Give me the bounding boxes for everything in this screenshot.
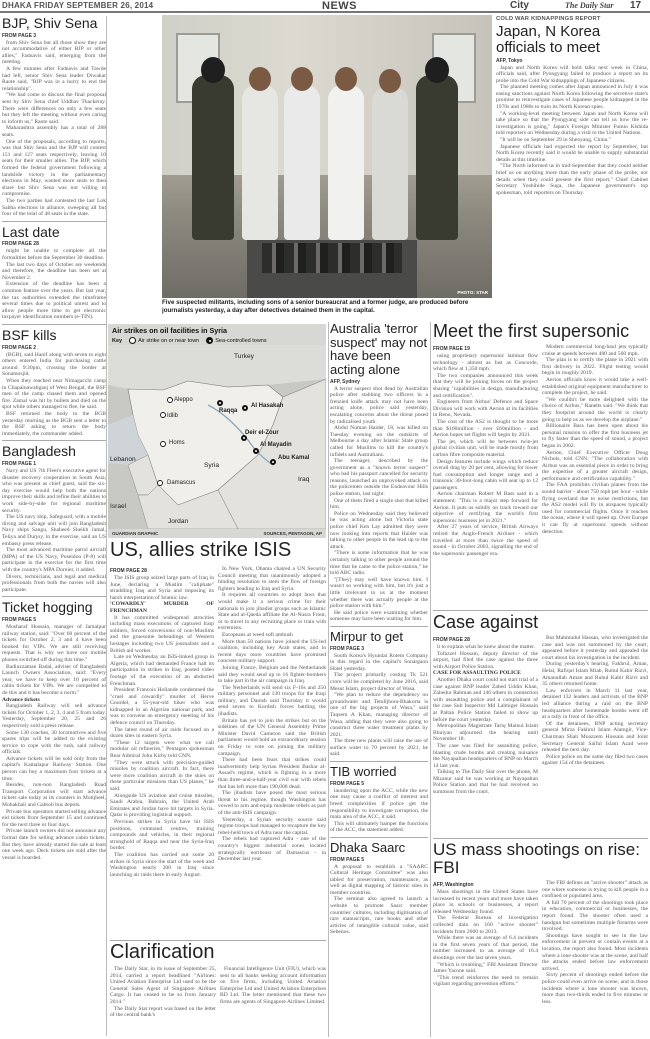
case-para: Of the detainees, BNP acting secretary general Mirza Fakhrul Islam Alamgir, Vice-Chairman Shah Moazzem Hossain and Joint Secretary General Saiful Islam Azad were released the next day. bbox=[542, 720, 648, 754]
japan-kicker: COLD WAR KIDNAPPINGS REPORT bbox=[496, 16, 601, 22]
supersonic-para: Aerion chairman Robert M Bass said in a statement: "This is a major step forward for Aerion. It puts us solidly on track toward our objective of certifying the world's first supersonic business jet in 2021." bbox=[433, 491, 538, 524]
ticket-article bbox=[2, 600, 106, 861]
middle-column bbox=[330, 322, 428, 1037]
us-allies-col1 bbox=[110, 566, 214, 938]
us-allies-para: Yesterday, a Syrian security source said regime troops had managed to recapture the key rebel-held town of Adra near the capital. bbox=[218, 816, 326, 836]
clarification-headline: Clarification bbox=[110, 942, 215, 963]
supersonic-para: After 27 years of service, British Airways retired the Anglo-French Airliner - which travelled at more than twice the speed of sound - in October 2003, signalling the end of the supersonic passenger era. bbox=[433, 524, 538, 557]
bsf-para: When they reached near Nimagacchi camp in Chapainawabganj of West Bengal, the BSF men of the camp chased them and opened fire. Zamal was hit by bullets and died on the spot while others managed to flee, he said. bbox=[2, 378, 106, 411]
last-date-article bbox=[2, 225, 106, 321]
mirpur-para: The project primarily costing Tk 521 crore will be completed by June 2016, said Mesut Islam, project director of Wasa. bbox=[330, 672, 428, 692]
us-allies-para: The rebels had captured Adra - one of the country's biggest industrial zones located strategically northeast of Damascus - in December last year. bbox=[218, 836, 326, 863]
syria-map bbox=[108, 324, 326, 538]
australia-para: One of them fired a single shot that killed him. bbox=[330, 497, 428, 511]
shootings-para: Mass shootings in the United States have increased in recent years and more have taken place in schools or businesses, a report released Wednesday found. bbox=[433, 889, 538, 915]
bjp-para: A few minutes after Fadnavis and Tawde had left, senior Shiv Sena leader Diwakar Raote said, "BJP was in a hurry to end the relationship". bbox=[2, 66, 106, 92]
shootings-col2 bbox=[542, 880, 648, 1037]
mirpur-headline: Mirpur to get bbox=[330, 628, 403, 644]
militants-photo bbox=[162, 15, 492, 298]
us-allies-para: Late on Wednesday an ISIS-linked group in Algeria, which had demanded France halt its participation in strikes in Iraq, posted video footage of the execution of an abducted Frenchman. bbox=[110, 654, 214, 687]
japan-para: Japan and North Korea will hold talks next week in China, officials said, after Pyongyang failed to produce a report on its probe into the Cold War kidnappings of Japanese citizens. bbox=[496, 64, 648, 84]
case-dateline: FROM PAGE 28 bbox=[433, 637, 470, 643]
last-date-body bbox=[2, 248, 106, 321]
australia-para: Abdul Numan Haider, 18, was killed on Tuesday evening on the outskirts of Melbourne a day after Islamic State group called for Muslims to kill the country's infidels and Australians. bbox=[330, 425, 428, 458]
ticket-para: Some 130 coaches, 30 locomotives and five spares trips will be added to the existing service to cope with the rush, said railway officials. bbox=[2, 729, 106, 756]
us-allies-para: The coalition has carried out some 20 strikes in Syria since the start of the week and Washington nearly 200 in Iraq since launching air raids there in early August. bbox=[110, 851, 214, 878]
bangladesh-para: Divers, technicians, and legal and medical professionals from both the navies will also participate. bbox=[2, 573, 106, 593]
shootings-para: The Federal Bureau of Investigation collected data on 160 "active shooter" incidents from 2000 to 2013. bbox=[433, 915, 538, 935]
bjp-body bbox=[2, 40, 106, 218]
supersonic-para: "We couldn't be more delighted with the choice of Airbus," Ranetts said. "We think that they footprint around the world is clearly going to help us as we develop the airplane." bbox=[542, 396, 648, 423]
australia-para: The teenager, described by the government as a "known terror suspect" who had his passport cancelled for security reasons, launched an unprovoked attack on the policemen outside the Endeavour Hills police station, last night. bbox=[330, 458, 428, 498]
bjp-article bbox=[2, 16, 106, 218]
australia-article bbox=[330, 322, 428, 623]
case-subhead: CASE FOR ASSAULTING POLICE bbox=[433, 670, 521, 677]
australia-para: "There is some information that he was certainly talking to other people around the time that he came to the police station," he told ABC radio. bbox=[330, 550, 428, 577]
case-para: Tofazzel Hossain, deputy director of the airport, had filed the case against the three with Airport Police Station. bbox=[433, 650, 538, 670]
tib-para: laundering upon the ACC, while the new one may cause a conflict of interest and breed complexities if police get the responsibility to investigate corruption, the main area of the ACC, it said. bbox=[330, 787, 428, 821]
legend-isis-label: Sea-controlled towns bbox=[215, 337, 267, 344]
dhaka-saarc-para: A proposal to establish a "SAARC Cultural Heritage Committee" was also tabled for preservation, maintenance, as well as digital mapping of historic sites in member countries. bbox=[330, 863, 428, 896]
map-label-damascus: Damascus bbox=[167, 480, 196, 486]
us-allies-para: Alongside US aviation and cruise missiles, Saudi Arabia, Bahrain, the United Arab Emirates and Jordan have hit targets in Syria. Qatar is providing logistical support. bbox=[110, 792, 214, 819]
legend-air-label: Air strike on or near town bbox=[138, 337, 200, 344]
mirpur-para: The three new plants will raise the use of surface water to 70 percent by 2021, he said. bbox=[330, 738, 428, 758]
tib-dateline: FROM PAGE 5 bbox=[330, 780, 365, 787]
paper-date: DHAKA FRIDAY SEPTEMBER 26, 2014 bbox=[2, 1, 154, 10]
bjp-para: from Shiv Sena but all those show they are not accommodative of either BJP or other allies," Fadnavis said, emerging from the meeting. bbox=[2, 39, 106, 66]
dhaka-saarc-headline: Dhaka Saarc bbox=[330, 839, 406, 855]
page-number: 17 bbox=[630, 0, 642, 11]
shootings-para: "Which is troubling," FBI Assistant Director James Yacone said. bbox=[433, 961, 538, 975]
last-date-headline: Last date bbox=[2, 223, 60, 240]
australia-para: A terror suspect shot dead by Australian police after stabbing two officers in a frenzied knife attack may not have been acting alone, police said yesterday, escalating concerns about the threat posed by radicalised youth. bbox=[330, 385, 428, 425]
japan-headline: Japan, N Korea officials to meet bbox=[496, 23, 601, 56]
japan-para: "The North informed us in mid-September that they could neither brief us on anything more than the early phase of the probe, nor details when they could present the first report," Chief Cabinet Secretary Yoshihide Suga, the Japanese government's top spokesman, told reporters on Thursday. bbox=[496, 163, 648, 196]
mirpur-article bbox=[330, 630, 428, 758]
supersonic-para: Engineers from Airbus' Defence and Space Division will work with Aerion at its facilities in Reno, Nevada. bbox=[433, 399, 538, 419]
legend-key: Key bbox=[112, 337, 123, 344]
us-allies-para: "They were struck with precision-guided missiles by coalition aircraft. In fact, there were more coalition aircraft in the skies on these particular missions than US planes," he said. bbox=[110, 759, 214, 792]
dhaka-saarc-dateline: FROM PAGE 5 bbox=[330, 856, 365, 863]
photo-caption: Five suspected militants, including sons of a senior bureaucrat and a former judge, are produced before journalists yesterday, a day after detectives detained them in the capital. bbox=[162, 299, 469, 314]
map-sources: SOURCES, PENTAGON, AP bbox=[263, 531, 322, 536]
japan-para: The planned meeting comes after Japan announced in July it was easing sanctions against North Korea following the secretive state's promise to reinvestigate cases of Japanese people kidnapped in the 1970s and 1980s to train its North Korean spies. bbox=[496, 84, 648, 111]
case-headline: Case against bbox=[433, 613, 539, 632]
ticket-para: Badiuzzaman Badal, adviser of Bangladesh Launch Owners Association, said: "Every year, we have to keep over 10 percent of cabin tickets for VIPs. We are compelled to do this and it has become a norm." bbox=[2, 663, 106, 696]
japan-para: Japanese officials had expected the report by September, but North Korea recently said it would be unable to supply substantial details at this timeline. bbox=[496, 143, 648, 163]
us-allies-para: President Francois Hollande condemned the "cruel and cowardly" murder of Herve Gourdel, a 55-year-old hiker who was kidnapped in an Algerian national park, and was to convene an emergency meeting of his defence council on Thursday. bbox=[110, 687, 214, 727]
bsf-body bbox=[2, 352, 106, 438]
bangladesh-dateline: FROM PAGE 1 bbox=[2, 461, 37, 468]
japan-byline: AFP, Tokyo bbox=[496, 57, 523, 64]
australia-para: Police on Wednesday said they believed he was acting alone but Victoria state police chief Ken Lay admitted they were now looking into reports that Haider was talking to other people in the lead up to the attack. bbox=[330, 510, 428, 550]
bjp-para: One of the proposals, according to reports, was that Shiv Sena and the BJP will contest 151 and 127 seats respectively, leaving 10 seats for their smaller allies. The BJP, which formed the federal government following a landslide victory in the parliamentary elections in May, wanted more seats to then share but Shiv Sena was not willing to compromise. bbox=[2, 138, 106, 198]
us-allies-para: More than 50 nations have joined the US-led coalition, including key Arab states, and in recent days more countries have promised concrete military support. bbox=[218, 638, 326, 665]
bsf-dateline: FROM PAGE 2 bbox=[2, 344, 37, 351]
bsf-para: BSF returned the body to the BGB yesterday morning as the BGB sent a letter to the BSF asking to return the body immediately, the commander added. bbox=[2, 410, 106, 437]
bsf-headline: BSF kills bbox=[2, 326, 57, 343]
shootings-headline-wrap bbox=[433, 841, 648, 879]
map-label-abu-kamal: Abu Kamal bbox=[278, 455, 310, 461]
dhaka-saarc-para: The seminar also agreed to launch a website to promote Saarc member countries' cultures, including digitisation of rare manuscripts, rare books and other articles of intangible cultural value, said Sebenos. bbox=[330, 896, 428, 936]
supersonic-para: Design features include wings which reduce overall drag by 20 per cent, allowing for lower fuel consumption and longer range and a transonic 30-foot-long cabin will seat up to 12 passengers. bbox=[433, 458, 538, 491]
ticket-para: Mosharaf Hossain, manager of Jamalpur railway station, said: "Over 60 percent of the tickets for October 2, 3 and 4 have been booked for VIPs. We are still receiving requests. That is why we have our mobile phones switched off during this time." bbox=[2, 624, 106, 663]
bjp-para: "We had come to discuss the final proposal sent by Shiv Sena chief Uddhav Thackeray. There were differences on only a few seats but they left the meeting without even caring to inform us," Raote said. bbox=[2, 92, 106, 125]
supersonic-col2 bbox=[542, 344, 648, 608]
ticket-headline: Ticket hogging bbox=[2, 599, 93, 616]
bangladesh-para: The US navy ship, Safeguard, with a mobile diving and salvage unit will join Bangladesh Navy ships Sangu, Shaheed Sheikh Jamal, Teliya and Durjoy, in the exercise, said an US embassy press release. bbox=[2, 514, 106, 547]
map-label-lebanon: Lebanon bbox=[110, 456, 136, 463]
map-label-raqqa: Raqqa bbox=[219, 408, 238, 414]
japan-para: "A working-level meeting between Japan and North Korea will take place so that the Pyongyang side can tell us how the re-investigation is going," Japan's Foreign Minister Fumio Kishida told reporters on Wednesday during a visit to the United Nations. bbox=[496, 110, 648, 137]
shootings-col1 bbox=[433, 880, 538, 1037]
us-allies-para: There had been fears that strikes could inadvertently help Syrian President Bashar al-Assad's regime, which is fighting in a more than three-and-a-half-year civil war with rebels that has left more than 190,000 dead. bbox=[218, 757, 326, 790]
japan-para: "It will be on September 29 in Shenyang, China." bbox=[500, 137, 611, 144]
us-allies-para: The ISIS group seized large parts of Iraq in June, declaring a Muslim "caliphate" straddling Iraq and Syria and imposing its harsh interpretation of Islamic law. bbox=[110, 575, 214, 601]
air-strike-icon bbox=[129, 337, 136, 344]
map-label-israel: Israel bbox=[110, 503, 127, 510]
shootings-para: Shootings have sought to see in the law enforcement in prevent or contain events at a location, the report also found. Most incidents where a lone shooter was at the scene, and half the attacks ended before law enforcement arrived. bbox=[542, 932, 648, 972]
japan-body bbox=[496, 65, 648, 197]
us-allies-headline-wrap bbox=[110, 540, 326, 568]
bangladesh-article bbox=[2, 444, 106, 593]
bangladesh-body bbox=[2, 468, 106, 593]
case-para: Law enforcers in March 11 last year, detained 132 leaders and activists of the BNP led alliance during a raid on the BNP headquarters after homemade bombs went off at a rally in front of the office. bbox=[542, 687, 648, 721]
australia-para: "[They] may well have known him. I wasn't so working with him, but it's just a little irrelevant to us at the moment whether there was actually people at the police station with him." bbox=[330, 576, 428, 610]
paper-name: The Daily Star bbox=[565, 1, 614, 10]
supersonic-para: Billionaire Bass has been open about his personal mission to offer the first business jet to fly faster than the speed of sound, a project began in 2002. bbox=[542, 423, 648, 449]
map-label-idlib: Idlib bbox=[167, 413, 179, 419]
bangladesh-headline: Bangladesh bbox=[2, 443, 76, 460]
shootings-para: "This trend reinforces the need to remain vigilant regarding prevention efforts." bbox=[433, 974, 538, 988]
section-name: NEWS bbox=[322, 0, 357, 12]
australia-byline: AFP, Sydney bbox=[330, 378, 360, 385]
shootings-para: A full 70 percent of the shootings took place in education, commercial or businesses, the report found. The shooter often used a handgun but sometimes multiple firearms were involved. bbox=[542, 899, 648, 933]
bangladesh-para: The most advanced maritime patrol aircraft (MPA) of the US Navy, Poseidon (P-8) will participate in the exercise for the first time with the country's MPA Dornier, it added. bbox=[2, 547, 106, 573]
shootings-byline: AFP, Washington bbox=[433, 882, 474, 888]
supersonic-headline-wrap bbox=[433, 322, 648, 344]
bsf-para: (BGB), said Hanif along with seven to eight others entered India for purchasing cattle around 9:30pm, crossing the border at Sonamosjid. bbox=[2, 351, 106, 378]
mirpur-para: "We plan to reduce the dependency on groundwater and Tetulljhora-Bhakurta is one of the big projects of Wasa," said Taqsem A Khan, managing director of Wasa, adding that they were also going to construct three water treatment plants by 2021. bbox=[330, 692, 428, 738]
last-date-dateline: FROM PAGE 28 bbox=[2, 241, 39, 248]
shootings-para: Sixty percent of shootings ended before the police could even arrive on scene, and in those incidents where a lone shooter was known, more than two-thirds ended in five minutes or less. bbox=[542, 972, 648, 1005]
mirpur-dateline: FROM PAGE 3 bbox=[330, 645, 365, 652]
left-column bbox=[2, 16, 106, 1036]
supersonic-col1 bbox=[433, 344, 538, 608]
australia-headline: Australia 'terror suspect' may not have been acting alone bbox=[330, 322, 428, 377]
mirpur-para: South Korea's Hyundai Rotem Company in this regard in the capital's Sonargaon Hotel yesterday. bbox=[330, 652, 428, 672]
case-headline-wrap bbox=[433, 613, 648, 635]
us-allies-para: Britain has yet to join the strikes but on the sidelines of the UN General Assembly Prime Minister David Cameron said the British parliament would hold an extraordinary session on Friday to vote on joining the military campaign. bbox=[218, 717, 326, 757]
supersonic-para: Aerion, Chief Executive Officer Doug Nichols, told CNN: "The collaboration with Airbus was an essential piece in order to bring the expertise of a greater aircraft design, performance and certification capability." bbox=[542, 449, 648, 482]
ticket-para: Private launch owners did not announce any formal date for selling advance cabin tickets. But they have already started the sale at least one week ago. Deck tickets are sold after the vessel is boarded. bbox=[2, 828, 106, 861]
supersonic-para: Aerion officials know it would take a well-established original equipment manufacturer to complete the project, he said. bbox=[542, 376, 648, 397]
supersonic-para: The plan is to certify the plane in 2021 with first delivery in 2022. Flight testing would begin in roughly 2019. bbox=[542, 357, 648, 377]
case-para: The case was filed for assaulting police, blasting crude bombs and creating nuisance the Nayapaltan headquarters of BNP on March 14 last year. bbox=[433, 742, 538, 769]
bsf-article bbox=[2, 328, 106, 437]
clarification-para: The Daily Star report was based on the letter of the central bank's bbox=[110, 1005, 216, 1019]
case-para: But Mahmudul Hassan, who investigated the case and was not summoned by the court, appeared before it yesterday and appealed the court about his investigation in the incident. bbox=[542, 635, 648, 661]
us-allies-para: The jihadists have posed the most serious threat to his regime, though Washington has vowed to arm and equip moderate rebels as part of the anti-ISIS campaign. bbox=[218, 790, 326, 816]
map-label-homs: Homs bbox=[169, 440, 185, 446]
us-allies-para: The Netherlands will send six F-16s and 250 military personnel and 130 troops for the Iraqi military, and Danish said Thursday it would send seven to Kurdish forces battling the jihadists. bbox=[218, 684, 326, 718]
us-allies-para: Europeans at weed soft ambush bbox=[222, 631, 293, 638]
us-allies-para: "These 12 targets were what we call modular oil refineries," Pentagon spokesman Rear Admiral John Kirby told CNN. bbox=[110, 739, 214, 760]
bjp-para: Maharashtra assembly has a total of 288 seats. bbox=[2, 125, 106, 138]
supersonic-para: Modern commercial long-haul jets typically cruise at speeds between 480 and 560 mph. bbox=[542, 344, 648, 357]
map-title: Air strikes on oil facilities in Syria bbox=[112, 326, 228, 335]
last-date-para: Extension of the deadline has been a common feature over the years. But last year, the tax authorities extended the timeframe several times due to political unrest and to allow people more time to get electronic taxpayer identification numbers (e-TIN). bbox=[2, 281, 106, 321]
map-label-turkey: Turkey bbox=[234, 353, 254, 360]
photo-credit: PHOTO: STAR bbox=[457, 290, 488, 295]
ticket-body bbox=[2, 624, 106, 861]
supersonic-para: The FAA prohibits civilian planes from the sound barrier - about 750 mph per hour - while flying overland due to noise restrictions, but the AS2 model will fly in airspaces typically used for commercial flights. Once it reaches the ocean, where it will speed up. Over Europe it can fly at supersonic speeds without detection. bbox=[542, 482, 648, 535]
bjp-headline: BJP, Shiv Sena bbox=[2, 16, 98, 31]
ticket-dateline: FROM PAGE 5 bbox=[2, 617, 37, 623]
supersonic-dateline: FROM PAGE 19 bbox=[433, 346, 470, 352]
us-allies-para: In New York, Obama chaired a UN Security Council meeting that unanimously adopted a binding resolution to stem the flow of foreign fighters heading to Iraq and Syria. bbox=[218, 566, 326, 592]
case-col1 bbox=[433, 635, 538, 835]
supersonic-para: The two companies announced this week that they will be joining forces on the project sharing "capabilities in design, manufacturing and certification". bbox=[433, 372, 538, 399]
map-label-aleppo: Aleppo bbox=[174, 397, 193, 403]
map-label-iraq: Iraq bbox=[298, 476, 310, 483]
tib-para: This will ultimately hamper the functions of the ACC, the statement added. bbox=[330, 820, 428, 834]
us-allies-para: Previous strikes in Syria have hit ISIS positions, command centres, training compounds and vehicles, in their regional stronghold of Raqqa and near the Syria-Iraq border. bbox=[110, 818, 214, 852]
map-label-deir-ez-zour: Deir el-Zour bbox=[245, 430, 279, 436]
case-para: During yesterday's hearing, Fakhrul, Aman, Helal, Rafiqul Islam Miah, Ruhul Kabir Rizvi, Amanullah Aman and Ruhul Kabir Rizvi and 35 others returned home. bbox=[542, 661, 648, 688]
bjp-para: The two parties had contested the last Lok Sabha elections in alliance, sweeping all but four of the total of 48 seats in the state. bbox=[2, 197, 106, 218]
city-label: City bbox=[510, 0, 529, 11]
isis-town-icon bbox=[206, 337, 213, 344]
shootings-headline: US mass shootings on rise: FBI bbox=[433, 841, 640, 877]
case-para: Metropolitan Magistrate Tariq Mainul Islam Bhuiyan adjourned the hearing until November 18. bbox=[433, 723, 538, 743]
ticket-para: Advance tickets will be sold only from the capital's Kamalapur Railway Station. One person can buy a maximum four tickets at a time. bbox=[2, 755, 106, 782]
map-legend bbox=[112, 337, 267, 344]
us-allies-para: The latest round of air raids focused on a dozen sites in eastern Syria. bbox=[110, 726, 214, 740]
map-label-syria: Syria bbox=[204, 462, 220, 469]
tib-headline: TIB worried bbox=[330, 764, 397, 780]
us-allies-para: It has committed widespread atrocities including mass executions of captured Iraqi soldiers, forced conversions of non-Muslims and the gruesome beheadings of Western hostages including two US journalists and a British aid worker. bbox=[110, 614, 214, 654]
map-label-al-mayadin: Al Mayadin bbox=[260, 442, 292, 448]
us-allies-col2 bbox=[218, 566, 326, 938]
supersonic-para: using proprietary supersonic laminar flow technology - almost as fast as Concorde, which flew at 1,350 mph. bbox=[433, 353, 538, 373]
map-credit: GUARDIAN GRAPHIC bbox=[112, 531, 159, 536]
last-date-para: might be unable to complete all the formalities before the September 30 deadline. bbox=[2, 248, 106, 261]
case-col2 bbox=[542, 635, 648, 835]
clarification-para: Financial Intelligence Unit (FIU), which was sent to all banks seeking account information on five firms, including United Aviation Enterprise Ltd and United Aviation Enterprises BD Ltd. The letter mentioned that these two firms are agents of Singapore Airlines Limited. bbox=[220, 966, 326, 1005]
case-para: it to explain what he knew about the matter. bbox=[437, 644, 536, 650]
us-allies-dateline: FROM PAGE 28 bbox=[110, 568, 147, 574]
bangladesh-para: Navy and US 7th Fleet's executive agent for disaster recovery cooperation in South Asia, who was present as chief guest, said the six-day exercise would help both the nations improve their skills and refine their abilities to work side-by-side for regional maritime security. bbox=[2, 468, 106, 514]
ticket-para: Besides, non-non Bangladesh Road Transport Corporation will start advance tickets sale today at its counters in Motijheel, Mohakhali and Gabtoli bus depots. bbox=[2, 782, 106, 809]
us-allies-para: Joining France, Belgium and the Netherlands said they would send up to 16 fighter-bombers to take part in the air campaign in Iraq. bbox=[218, 664, 326, 685]
supersonic-para: The cost of the AS2 is thought to be more than $100million - over £60million - and Aerion hopes set flights will begin by 2021. bbox=[433, 418, 538, 439]
dhaka-saarc-article bbox=[330, 841, 428, 936]
ticket-subhead: Advance tickets bbox=[2, 696, 40, 703]
shootings-para: The FBI defines an "active shooter" attack as one where someone is trying to kill people in a confined or populated area. bbox=[542, 880, 648, 900]
bjp-dateline: FROM PAGE 3 bbox=[2, 32, 37, 39]
clarification-para: The Daily Star, in its issue of September 25, 2014, carried a report headlined "Airlines: United Aviation Enterprise Ltd used to be the General Sales Agent of Singapore Airlines Cargo. It has ceased to be so from January 2014." bbox=[110, 966, 216, 1005]
us-allies-headline: US, allies strike ISIS bbox=[110, 540, 292, 561]
supersonic-headline: Meet the first supersonic bbox=[433, 322, 630, 341]
australia-para: He said police were examining whether someone may have been waiting for him. bbox=[330, 609, 428, 623]
supersonic-para: The jet, which will be between twin-jet global civilian unit, will be made mostly from carbon fibre composite material. bbox=[433, 438, 538, 458]
clarification-article bbox=[110, 942, 326, 1037]
tib-article bbox=[330, 765, 428, 834]
ticket-para: Bangladesh Railway will sell advance tickets for October 1, 2, 3, 4 and 5 from today. Yesterday, September 20, 25 and 26 respectively sold a press release. bbox=[2, 703, 106, 729]
case-para: Talking to The Daily Star over the phone, M Mizanur said he was working at Nayapaltan Police Station and that he had received no summons from the court. bbox=[433, 769, 538, 796]
map-label-jordan: Jordan bbox=[168, 518, 189, 525]
us-allies-para: It requires all countries to adopt laws that would make it a serious crime for their nationals to join jihadist groups such as Islamic State and al-Qaeda affiliate the Al-Nusra Front, or to travel to any recruiting place or train with extremists. bbox=[218, 592, 326, 632]
map-graphic bbox=[108, 345, 326, 529]
last-date-para: The last two days of October are weekends and therefore, the deadline has been set at November 2. bbox=[2, 261, 106, 281]
map-label-al-hasakah: Al Hasakah bbox=[251, 403, 284, 409]
case-para: Another Dhaka court could not start trial of a case against BNP leader Zahed Uddin Khan, Zahedur Rahman and 146 others in connection with assaulting police and a complainant of the case Sub Inspector Md Lalmiger Hossain at Paltan Police Station failed to show up before the court yesterday. bbox=[433, 676, 538, 723]
shootings-para: While there was an average of 6.4 incidents in the first seven years of that period, the number increased to an average of 16.4 shootings over the last seven years. bbox=[433, 935, 538, 961]
ticket-para: Private bus operators started selling advance eid tickets from September 15 and continued for the next three or four days. bbox=[2, 808, 106, 828]
masthead bbox=[0, 0, 650, 13]
case-para: Police police on the same day filed two cases against 154 of the detainees. bbox=[542, 753, 648, 767]
us-allies-subhead: 'COWARDLY' MURDER OF FRENCHMAN bbox=[110, 601, 214, 614]
